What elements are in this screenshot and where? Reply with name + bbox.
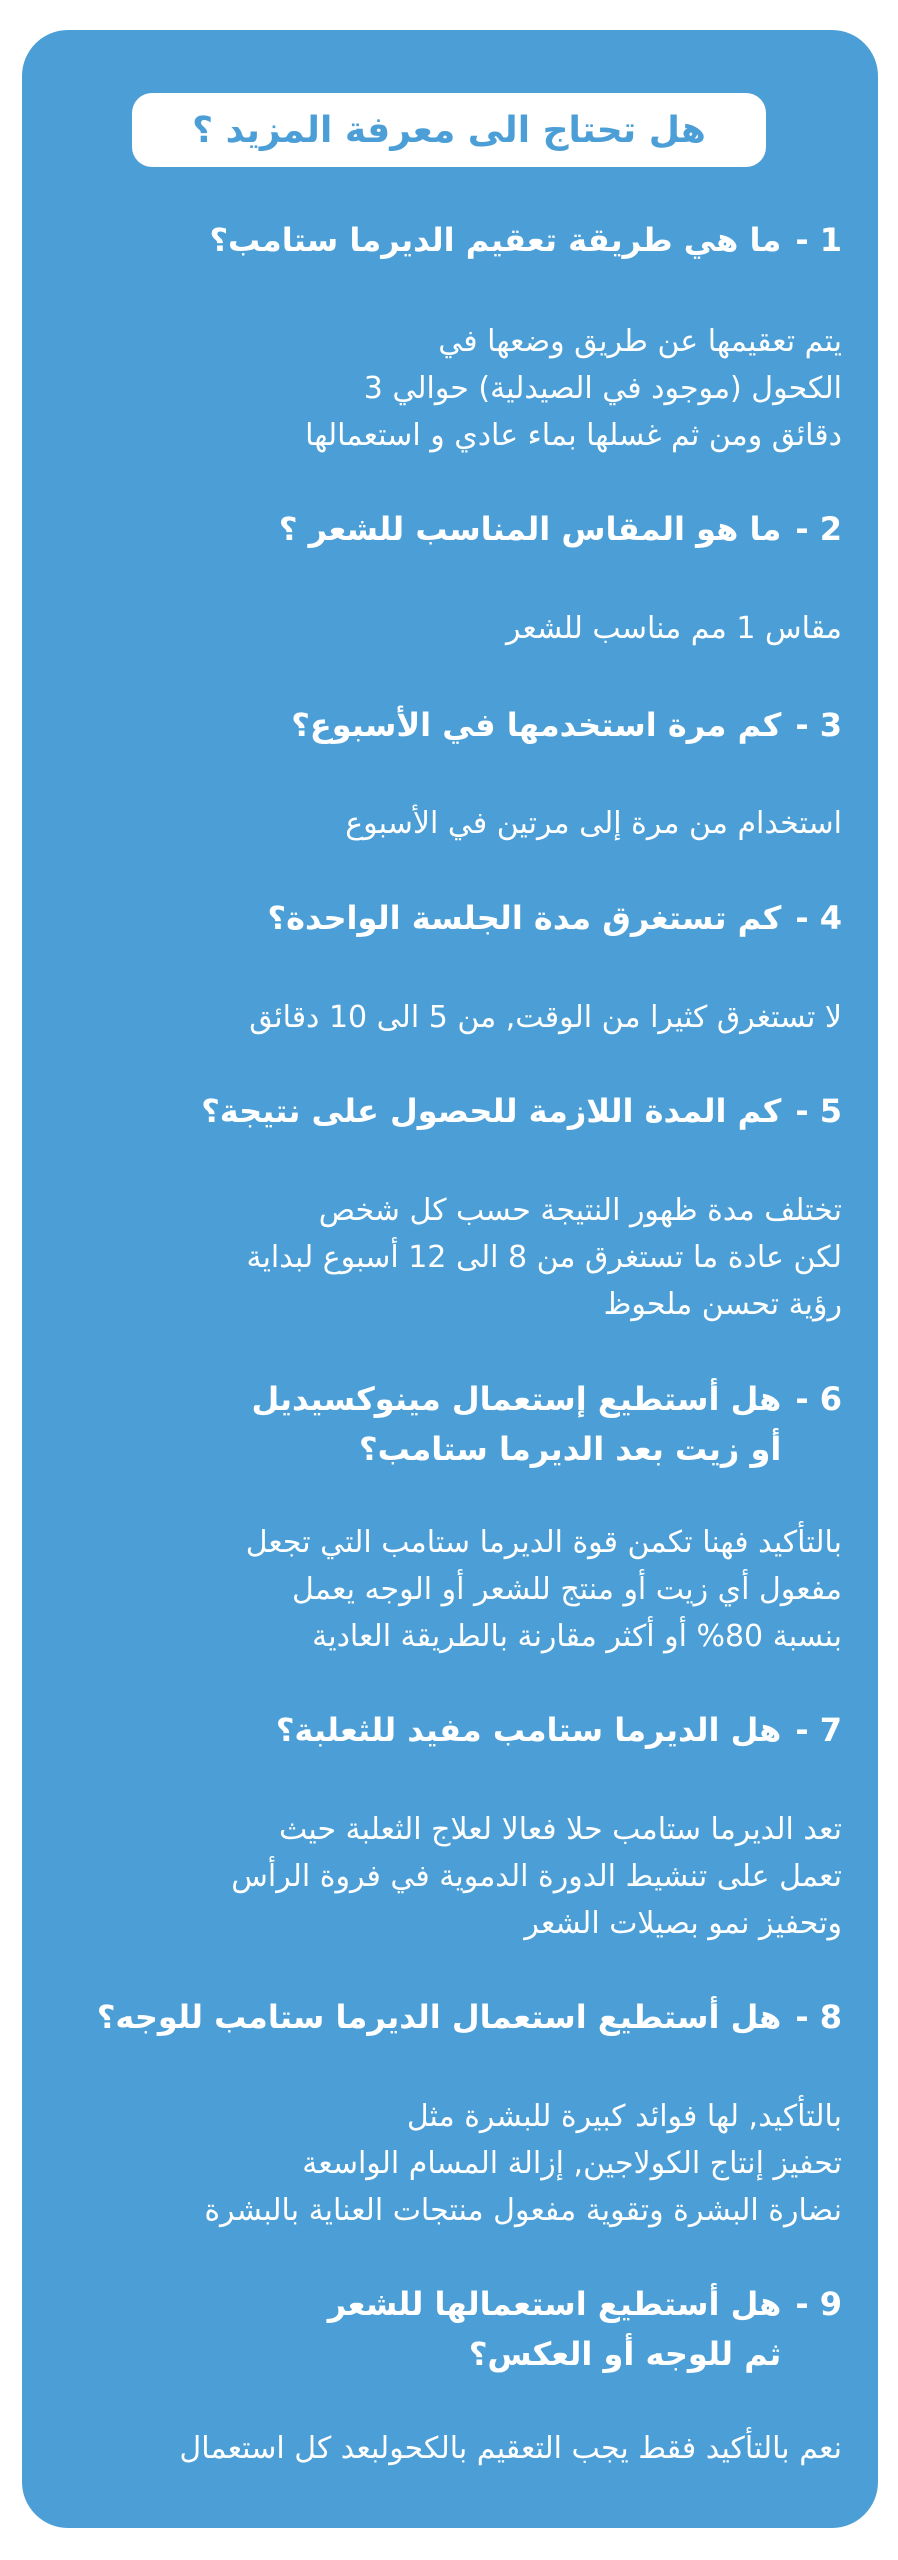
question-text: كم مرة استخدمها في الأسبوع؟ [291,706,782,744]
faq-question-1 [209,215,842,265]
faq-answer-2 [506,605,842,652]
question-number: 6 - [795,1380,842,1418]
answer-line: لا تستغرق كثيرا من الوقت, من 5 الى 10 دقائق [249,1000,842,1035]
question-text: هل أستطيع إستعمال مينوكسيديل [251,1380,782,1418]
faq-answer-1 [305,318,842,459]
faq-answer-8 [204,2093,842,2234]
answer-line: بالتأكيد فهنا تكمن قوة الديرما ستامب التي تجعل [245,1525,842,1560]
answer-line: نضارة البشرة وتقوية مفعول منتجات العناية بالبشرة [204,2193,842,2228]
faq-question-6 [251,1374,842,1474]
question-text: ثم للوجه أو العكس؟ [468,2335,782,2373]
answer-line: دقائق ومن ثم غسلها بماء عادي و استعمالها [305,418,842,453]
answer-line: تعمل على تنشيط الدورة الدموية في فروة الرأس [231,1859,842,1894]
faq-question-4 [268,893,842,943]
question-number: 7 - [795,1711,842,1749]
question-number: 1 - [795,221,842,259]
faq-question-9 [328,2279,842,2379]
answer-line: نعم بالتأكيد فقط يجب التعقيم بالكحولبعد كل استعمال [179,2431,842,2466]
faq-answer-9 [179,2425,842,2472]
answer-line: تعد الديرما ستامب حلا فعالا لعلاج الثعلبة حيث [278,1812,842,1847]
question-text: هل أستطيع استعمالها للشعر [327,2285,782,2323]
question-text: كم تستغرق مدة الجلسة الواحدة؟ [267,899,782,937]
answer-line: تحفيز إنتاج الكولاجين, إزالة المسام الواسعة [302,2146,842,2181]
faq-answer-7 [231,1806,842,1947]
question-text: ما هي طريقة تعقيم الديرما ستامب؟ [209,221,782,259]
faq-question-2 [279,504,842,554]
question-text: أو زيت بعد الديرما ستامب؟ [359,1430,782,1468]
faq-answer-4 [249,994,842,1041]
question-number: 2 - [795,510,842,548]
title-pill [132,93,766,167]
faq-question-7 [276,1705,842,1755]
question-text: هل الديرما ستامب مفيد للثعلبة؟ [275,1711,782,1749]
answer-line: يتم تعقيمها عن طريق وضعها في [438,324,842,359]
faq-question-3 [291,700,842,750]
question-number: 4 - [795,899,842,937]
answer-line: الكحول (موجود في الصيدلية) حوالي 3 [363,371,842,406]
answer-line: بالتأكيد, لها فوائد كبيرة للبشرة مثل [406,2099,842,2134]
answer-line: لكن عادة ما تستغرق من 8 الى 12 أسبوع لبداية [246,1240,842,1275]
answer-line: بنسبة 80% أو أكثر مقارنة بالطريقة العادية [312,1619,842,1654]
answer-line: استخدام من مرة إلى مرتين في الأسبوع [345,806,842,841]
question-text: هل أستطيع استعمال الديرما ستامب للوجه؟ [96,1998,782,2036]
question-text: ما هو المقاس المناسب للشعر ؟ [278,510,782,548]
question-number: 3 - [795,706,842,744]
answer-line: رؤية تحسن ملحوظ [603,1287,842,1322]
question-number: 8 - [795,1998,842,2036]
faq-answer-5 [247,1187,843,1328]
answer-line: مفعول أي زيت أو منتج للشعر أو الوجه يعمل [292,1572,842,1607]
faq-answer-3 [345,800,842,847]
faq-answer-6 [246,1519,842,1660]
faq-question-5 [201,1086,842,1136]
answer-line: مقاس 1 مم مناسب للشعر [505,611,842,646]
question-text: كم المدة اللازمة للحصول على نتيجة؟ [201,1092,782,1130]
answer-line: تختلف مدة ظهور النتيجة حسب كل شخص [318,1193,842,1228]
question-number: 5 - [795,1092,842,1130]
answer-line: وتحفيز نمو بصيلات الشعر [524,1906,842,1941]
faq-question-8 [97,1992,842,2042]
page-title: هل تحتاج الى معرفة المزيد ؟ [192,109,706,151]
question-number: 9 - [795,2285,842,2323]
